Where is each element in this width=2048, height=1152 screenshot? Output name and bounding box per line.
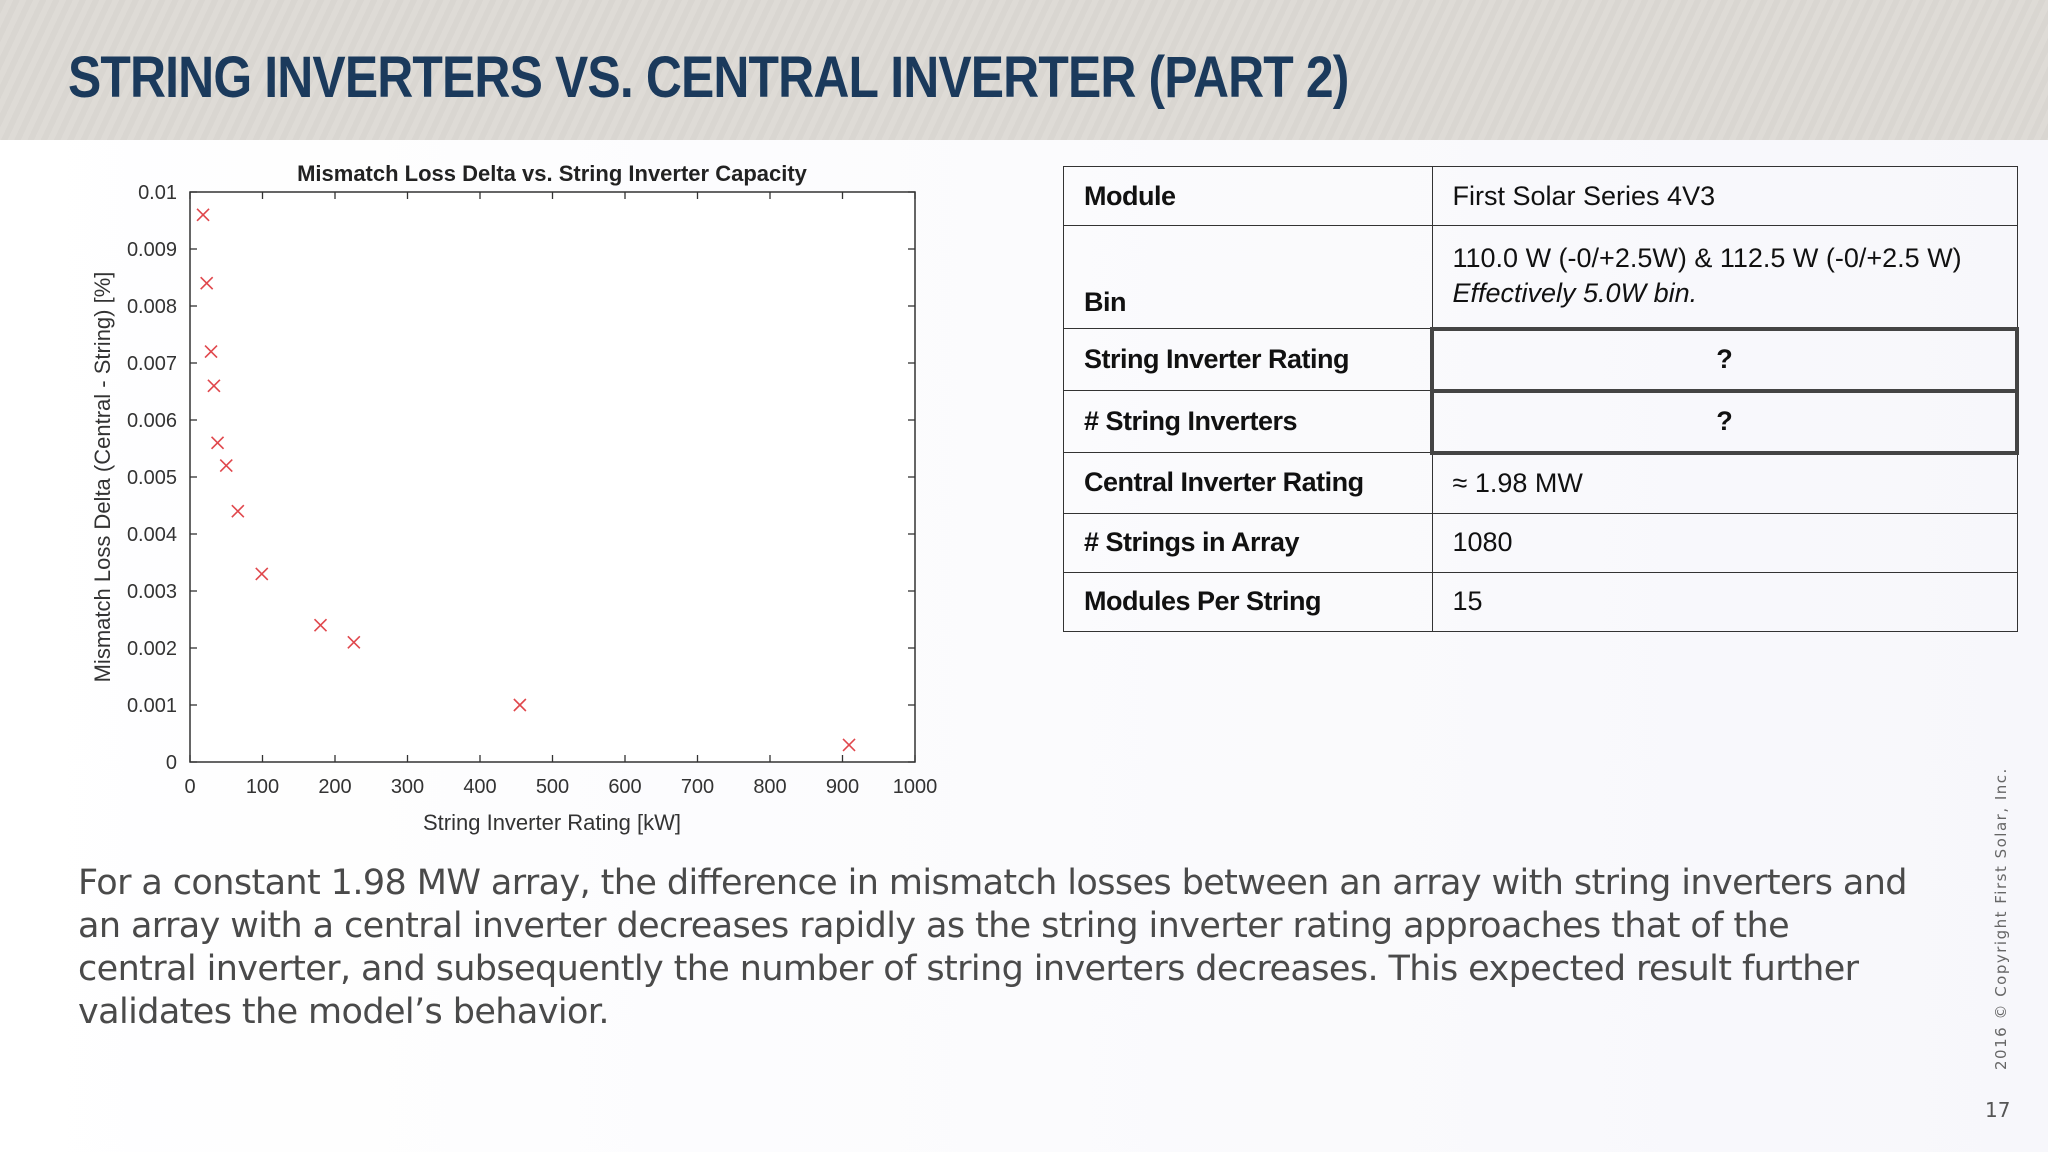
chart-title: Mismatch Loss Delta vs. String Inverter Capacity [297,161,807,186]
row-label-strings-in-array: # Strings in Array [1064,513,1433,572]
x-tick-label: 600 [608,776,642,798]
summary-paragraph: For a constant 1.98 MW array, the difference in mismatch losses between an array with string inverters and an array with a central inverter decreases rapidly as the string inverter rating approaches that of the central inverter, and subsequently the number of string inverters decreases. This expected result further validates the model’s behavior. [78,863,1907,1032]
row-label-string-inverter-rating: String Inverter Rating [1064,329,1433,391]
title-bar [0,0,2048,140]
x-tick-label: 400 [463,776,497,798]
row-label-modules-per-string: Modules Per String [1064,572,1433,631]
table-row [1064,329,2018,391]
table-row [1064,391,2018,453]
table-row [1064,167,2018,226]
y-tick-label: 0.004 [126,524,177,546]
x-tick-label: 1000 [892,776,938,798]
x-tick-label: 200 [318,776,352,798]
x-tick-label: 0 [184,776,196,798]
x-tick-label: 300 [390,776,425,798]
y-tick-label: 0.001 [126,695,177,717]
x-tick-labels [184,776,937,798]
table-row [1064,226,2018,329]
row-value-modules-per-string: 15 [1432,572,2017,631]
bin-value-line2: Effectively 5.0W bin. [1452,278,1698,309]
table-row [1064,513,2018,572]
y-tick-label: 0.002 [126,638,177,660]
row-value-string-inverter-rating: ? [1432,329,2017,391]
row-label-bin: Bin [1064,226,1433,329]
row-value-strings-in-array: 1080 [1432,513,2017,572]
row-label-string-inverter-count: # String Inverters [1064,391,1433,453]
x-tick-label: 800 [753,776,787,798]
x-tick-label: 700 [680,776,715,798]
y-tick-label: 0.009 [126,239,177,261]
row-value-bin [1432,226,2017,329]
row-value-string-inverter-count: ? [1432,391,2017,453]
bin-value-line1: 110.0 W (-0/+2.5W) & 112.5 W (-0/+2.5 W) [1452,243,1962,274]
y-tick-label: 0.01 [138,182,177,204]
y-tick-label: 0.005 [126,467,177,489]
y-tick-labels [127,182,177,774]
y-tick-label: 0.007 [126,353,177,375]
x-tick-label: 500 [535,776,570,798]
table-row [1064,453,2018,514]
y-tick-label: 0.008 [126,296,177,318]
plot-area [190,192,915,762]
y-tick-label: 0 [165,752,177,774]
x-tick-label: 900 [825,776,860,798]
y-axis-label: Mismatch Loss Delta (Central - String) [%] [90,271,115,683]
row-value-module: First Solar Series 4V3 [1432,167,2017,226]
page-number: 17 [1985,1098,2011,1122]
x-tick-label: 100 [245,776,280,798]
y-tick-label: 0.003 [126,581,177,603]
row-label-central-inverter-rating: Central Inverter Rating [1064,453,1433,514]
row-value-central-inverter-rating: ≈ 1.98 MW [1432,453,2017,514]
parameters-table [1063,166,2019,632]
scatter-chart [80,150,960,850]
copyright-notice: 2016 © Copyright First Solar, Inc. [1992,767,2010,1070]
slide-title: STRING INVERTERS VS. CENTRAL INVERTER (PART 2) [68,45,1349,110]
table-row [1064,572,2018,631]
y-tick-label: 0.006 [126,410,177,432]
x-axis-label: String Inverter Rating [kW] [423,810,681,835]
chart-svg [80,150,960,850]
row-label-module: Module [1064,167,1433,226]
